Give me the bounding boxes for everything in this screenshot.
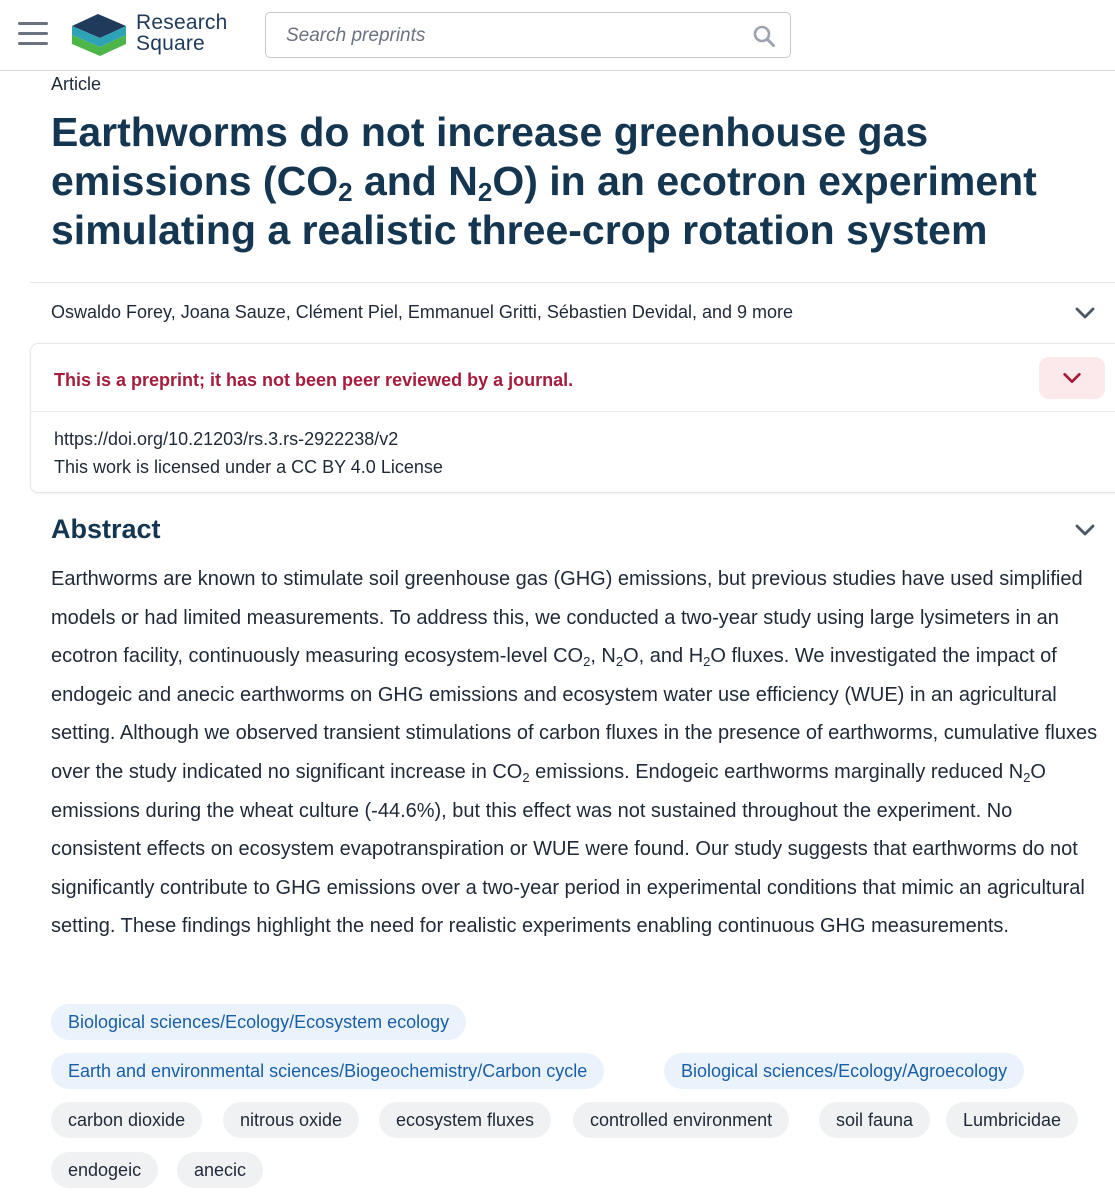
keyword-tag[interactable]: soil fauna (819, 1102, 930, 1138)
subject-tag[interactable]: Biological sciences/Ecology/Ecosystem ecology (51, 1004, 466, 1040)
subject-tag[interactable]: Earth and environmental sciences/Biogeochemistry/Carbon cycle (51, 1053, 604, 1089)
hamburger-menu-icon[interactable] (18, 22, 48, 46)
magnifier-icon[interactable] (752, 24, 776, 48)
article-title: Earthworms do not increase greenhouse gas emissions ($CO_2$ and $N_2O$) in an ecotron experiment simulating a realistic three-crop rotation system (51, 109, 1037, 253)
keyword-tag[interactable]: carbon dioxide (51, 1102, 202, 1138)
abstract-body: Earthworms are known to stimulate soil greenhouse gas (GHG) emissions, but previous studies have used simplified models or had limited measurements. To address this, we conducted a two-year study using large lysimeters in an ecotron facility, continuously measuring ecosystem-level $CO_2$, $N_2O$, and $H_2O$ fluxes. We investigated the impact of endogeic and anecic earthworms on GHG emissions and ecosystem water use efficiency (WUE) in an agricultural setting. Although we observed transient stimulations of carbon fluxes in the presence of earthworms, cumulative fluxes over the study indicated no significant increase in $CO_2$ emissions. Endogeic earthworms marginally reduced $N_2O$ emissions during the wheat culture (-44.6%), but this effect was not sustained throughout the experiment. No consistent effects on ecosystem evapotranspiration or WUE were found. Our study suggests that earthworms do not significantly contribute to GHG emissions over a two-year period in experimental conditions that mimic an agricultural setting. These findings highlight the need for realistic experiments enabling continuous GHG measurements. (51, 568, 1098, 938)
preprint-warning-text: This is a preprint; it has not been peer reviewed by a journal. (54, 370, 574, 390)
keyword-tag[interactable]: anecic (177, 1152, 263, 1188)
chevron-down-icon (1061, 367, 1083, 389)
research-square-logo[interactable] (72, 12, 242, 60)
logo-text-line1: Research (136, 11, 228, 34)
article-type-label: Article (51, 74, 102, 94)
doi-link[interactable]: https://doi.org/10.21203/rs.3.rs-2922238/v2 (54, 429, 399, 449)
preprint-toggle-button[interactable] (1039, 357, 1105, 399)
panel-divider (31, 411, 1115, 412)
keyword-tag[interactable]: ecosystem fluxes (379, 1102, 551, 1138)
abstract-heading: Abstract (51, 514, 161, 544)
keyword-tag[interactable]: Lumbricidae (946, 1102, 1078, 1138)
preprint-notice-panel (30, 343, 1115, 493)
abstract-chevron-down-icon[interactable] (1073, 518, 1097, 542)
logo-text-line2: Square (136, 32, 205, 55)
keyword-tag[interactable]: controlled environment (573, 1102, 789, 1138)
search-box (265, 12, 791, 58)
logo-mark-icon (72, 14, 126, 56)
subject-tag[interactable]: Biological sciences/Ecology/Agroecology (664, 1053, 1024, 1089)
title-divider (30, 282, 1115, 283)
search-input[interactable] (284, 13, 728, 59)
site-header (0, 0, 1115, 71)
license-text: This work is licensed under a CC BY 4.0 License (54, 457, 443, 477)
author-list: Oswaldo Forey, Joana Sauze, Clément Piel, Emmanuel Gritti, Sébastien Devidal, and 9 more (51, 302, 794, 322)
keyword-tag[interactable]: endogeic (51, 1152, 158, 1188)
authors-chevron-down-icon[interactable] (1073, 301, 1097, 325)
keyword-tag[interactable]: nitrous oxide (223, 1102, 359, 1138)
